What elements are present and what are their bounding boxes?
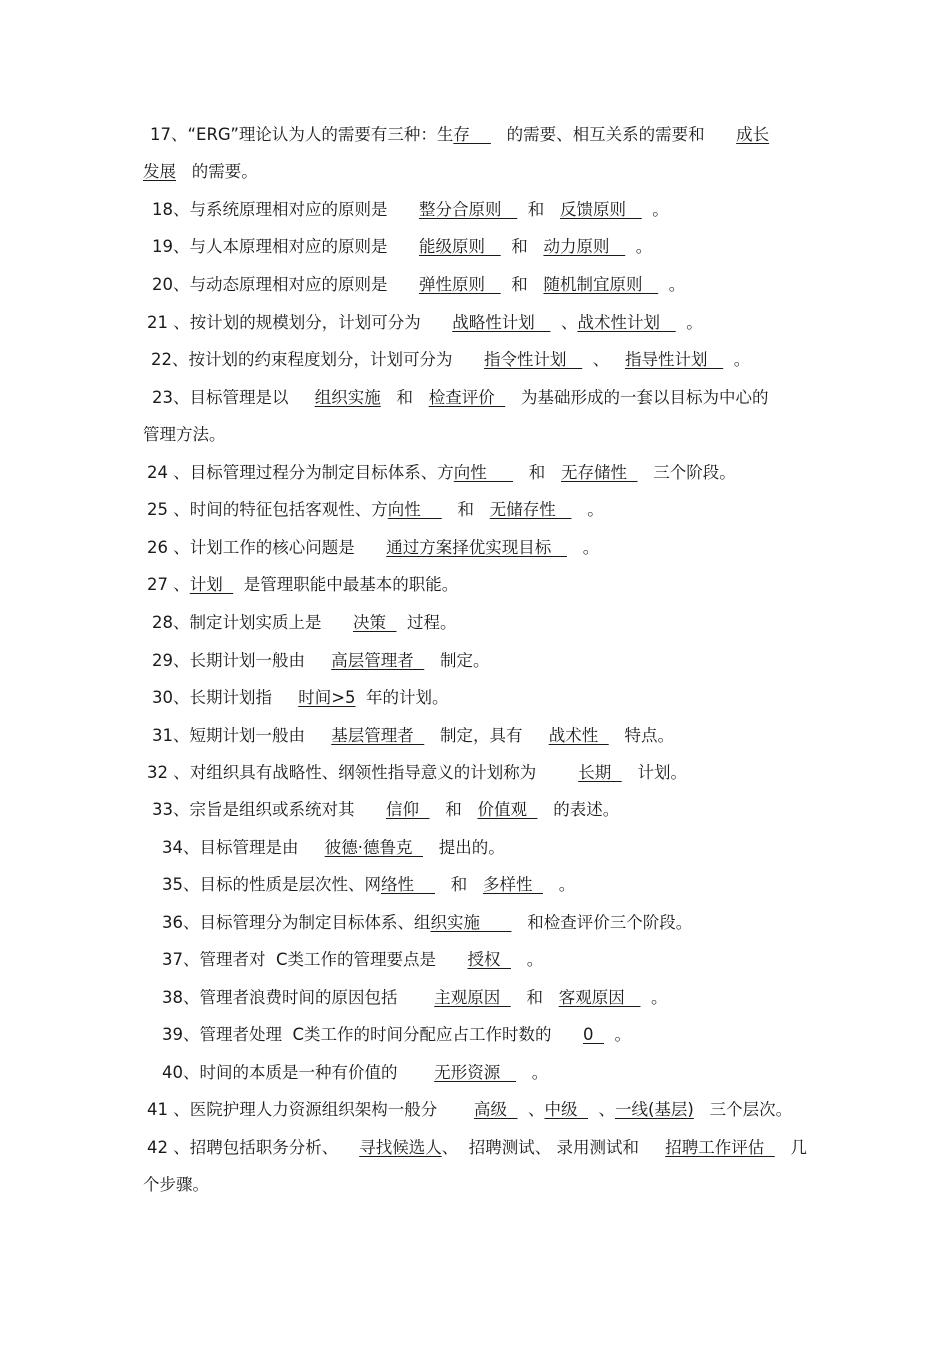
question-line xyxy=(152,236,652,258)
question-text: 、 xyxy=(517,1100,545,1119)
question-text: 、 xyxy=(550,313,578,332)
answer-blank: 发展 xyxy=(143,162,176,181)
question-line xyxy=(143,424,226,446)
answer-blank: 中级 xyxy=(544,1100,588,1119)
question-text: 三个层次。 xyxy=(693,1100,793,1119)
question-text: 32 、对组织具有战略性、纲领性指导意义的计划称为 xyxy=(147,763,579,782)
question-line xyxy=(162,949,543,971)
question-text: 和 xyxy=(434,875,483,894)
question-text: 34、目标管理是由 xyxy=(162,838,325,857)
answer-blank: 0 xyxy=(582,1025,604,1044)
question-text: 40、时间的本质是一种有价值的 xyxy=(162,1063,435,1082)
question-text: 。 xyxy=(515,1063,549,1082)
question-text: 。 xyxy=(641,200,669,219)
answer-blank: 无形资源 xyxy=(434,1063,516,1082)
question-text: 和 xyxy=(380,388,429,407)
question-line xyxy=(152,199,669,221)
question-text: 。 xyxy=(603,1025,631,1044)
question-line xyxy=(162,837,505,859)
answer-blank: 高层管理者 xyxy=(331,651,425,670)
answer-blank: 信仰 xyxy=(385,800,430,819)
question-text: 19、与人本原理相对应的原则是 xyxy=(152,237,419,256)
answer-blank: 组织实施 xyxy=(314,388,381,407)
answer-blank: 向性 xyxy=(387,500,442,519)
answer-blank: 授权 xyxy=(467,950,511,969)
answer-blank: 招聘工作评估 xyxy=(665,1138,775,1157)
question-line xyxy=(147,574,458,596)
question-line xyxy=(147,499,604,521)
question-text: 特点。 xyxy=(608,726,674,745)
question-text: 30、长期计划指 xyxy=(152,688,299,707)
answer-blank: 彼德·德鲁克 xyxy=(324,838,423,857)
question-text: 38、管理者浪费时间的原因包括 xyxy=(162,988,435,1007)
question-text: 。 xyxy=(510,950,544,969)
answer-blank: 织实施 xyxy=(430,913,512,932)
answer-blank: 指令性计划 xyxy=(483,350,583,369)
answer-blank: 无存储性 xyxy=(560,463,638,482)
answer-blank: 向性 xyxy=(453,463,513,482)
question-text: 计划。 xyxy=(621,763,687,782)
question-text: 和 xyxy=(517,200,560,219)
question-text: 39、管理者处理 C类工作的时间分配应占工作时数的 xyxy=(162,1025,583,1044)
question-line xyxy=(152,387,768,409)
question-text: 几 xyxy=(774,1138,807,1157)
question-text: 年的计划。 xyxy=(355,688,449,707)
question-line xyxy=(151,349,750,371)
answer-blank: 随机制宜原则 xyxy=(543,275,659,294)
question-text: 和 xyxy=(429,800,478,819)
answer-blank: 能级原则 xyxy=(418,237,501,256)
question-text: 和 xyxy=(441,500,490,519)
answer-blank: 长期 xyxy=(578,763,622,782)
question-line xyxy=(152,687,449,709)
question-line xyxy=(147,1099,792,1121)
question-text: 为基础形成的一套以目标为中心的 xyxy=(505,388,769,407)
answer-blank: 存 xyxy=(453,125,491,144)
answer-blank: 价值观 xyxy=(477,800,538,819)
question-line xyxy=(152,799,619,821)
question-text: 。 xyxy=(675,313,703,332)
question-text: 过程。 xyxy=(396,613,457,632)
question-line xyxy=(147,537,599,559)
answer-blank: 寻找候选人 xyxy=(359,1138,442,1157)
question-text: 。 xyxy=(723,350,751,369)
question-text: 、 xyxy=(587,1100,615,1119)
question-text: 是管理职能中最基本的职能。 xyxy=(233,575,459,594)
question-text: 29、长期计划一般由 xyxy=(152,651,332,670)
question-line xyxy=(147,762,687,784)
answer-blank: 通过方案择优实现目标 xyxy=(386,538,567,557)
question-line xyxy=(152,612,456,634)
question-text: 提出的。 xyxy=(422,838,505,857)
question-text: 的需要。 xyxy=(176,162,258,181)
answer-blank: 弹性原则 xyxy=(418,275,501,294)
question-line xyxy=(143,161,258,183)
answer-blank: 动力原则 xyxy=(543,237,626,256)
answer-blank: 无储存性 xyxy=(489,500,572,519)
question-text: 和 xyxy=(500,275,544,294)
answer-blank: 络性 xyxy=(381,875,435,894)
question-text: 。 xyxy=(571,500,604,519)
question-text: 31、短期计划一般由 xyxy=(152,726,332,745)
question-line xyxy=(147,312,703,334)
question-line xyxy=(147,462,736,484)
question-text: 。 xyxy=(640,988,668,1007)
question-text: 个步骤。 xyxy=(143,1175,209,1194)
answer-blank: 战术性计划 xyxy=(577,313,676,332)
question-text: 25 、时间的特征包括客观性、方 xyxy=(147,500,388,519)
question-text: 42 、招聘包括职务分析、 xyxy=(147,1138,360,1157)
question-text: 和 xyxy=(512,463,561,482)
question-text: 21 、按计划的规模划分，计划可分为 xyxy=(147,313,453,332)
answer-blank: 战略性计划 xyxy=(452,313,551,332)
question-text: 的需要、相互关系的需要和 xyxy=(490,125,737,144)
question-line xyxy=(162,1062,548,1084)
question-text: 28、制定计划实质上是 xyxy=(152,613,353,632)
question-text: 41 、医院护理人力资源组织架构一般分 xyxy=(147,1100,474,1119)
question-text: 37、管理者对 C类工作的管理要点是 xyxy=(162,950,468,969)
question-text: 的表述。 xyxy=(537,800,620,819)
answer-blank: 决策 xyxy=(352,613,397,632)
question-line xyxy=(162,1024,631,1046)
question-text: 。 xyxy=(625,237,653,256)
question-text: 。 xyxy=(542,875,576,894)
question-line xyxy=(152,650,489,672)
answer-blank: 指导性计划 xyxy=(624,350,724,369)
answer-blank: 成长 xyxy=(736,125,770,144)
answer-blank: 基层管理者 xyxy=(331,726,425,745)
question-text: 。 xyxy=(566,538,600,557)
question-text: 三个阶段。 xyxy=(637,463,736,482)
answer-blank: 计划 xyxy=(189,575,234,594)
question-text: 35、目标的性质是层次性、网 xyxy=(162,875,381,894)
question-text: 24 、目标管理过程分为制定目标体系、方 xyxy=(147,463,454,482)
answer-blank: 高级 xyxy=(473,1100,518,1119)
question-text: 和 xyxy=(510,988,559,1007)
question-text: 27 、 xyxy=(147,575,190,594)
question-text: 。 xyxy=(658,275,686,294)
answer-blank: 整分合原则 xyxy=(418,200,518,219)
question-text: 、 xyxy=(582,350,625,369)
question-line xyxy=(162,874,575,896)
question-line xyxy=(162,912,692,934)
question-line xyxy=(152,274,685,296)
answer-blank: 检查评价 xyxy=(428,388,506,407)
question-line xyxy=(152,725,674,747)
question-text: 和 xyxy=(500,237,544,256)
question-text: 18、与系统原理相对应的原则是 xyxy=(152,200,419,219)
question-text: 22、按计划的约束程度划分，计划可分为 xyxy=(151,350,484,369)
question-text: 制定，具有 xyxy=(424,726,549,745)
answer-blank: 客观原因 xyxy=(558,988,641,1007)
question-line xyxy=(143,1174,209,1196)
question-line xyxy=(147,1137,807,1159)
question-line xyxy=(162,987,667,1009)
question-text: 26 、计划工作的核心问题是 xyxy=(147,538,387,557)
question-line xyxy=(150,124,769,146)
question-text: 23、目标管理是以 xyxy=(152,388,315,407)
answer-blank: 一线(基层) xyxy=(614,1100,694,1119)
question-text: 33、宗旨是组织或系统对其 xyxy=(152,800,386,819)
answer-blank: 主观原因 xyxy=(434,988,511,1007)
question-text: 17、“ERG”理论认为人的需要有三种：生 xyxy=(150,125,454,144)
question-text: 36、目标管理分为制定目标体系、组 xyxy=(162,913,431,932)
question-text: 20、与动态原理相对应的原则是 xyxy=(152,275,419,294)
question-text: 和检查评价三个阶段。 xyxy=(511,913,693,932)
question-text: 管理方法。 xyxy=(143,425,226,444)
question-text: 制定。 xyxy=(424,651,490,670)
question-text: 、 招聘测试、 录用测试和 xyxy=(441,1138,666,1157)
answer-blank: 多样性 xyxy=(482,875,543,894)
answer-blank: 反馈原则 xyxy=(559,200,642,219)
answer-blank: 时间>5 xyxy=(298,688,356,707)
answer-blank: 战术性 xyxy=(548,726,609,745)
